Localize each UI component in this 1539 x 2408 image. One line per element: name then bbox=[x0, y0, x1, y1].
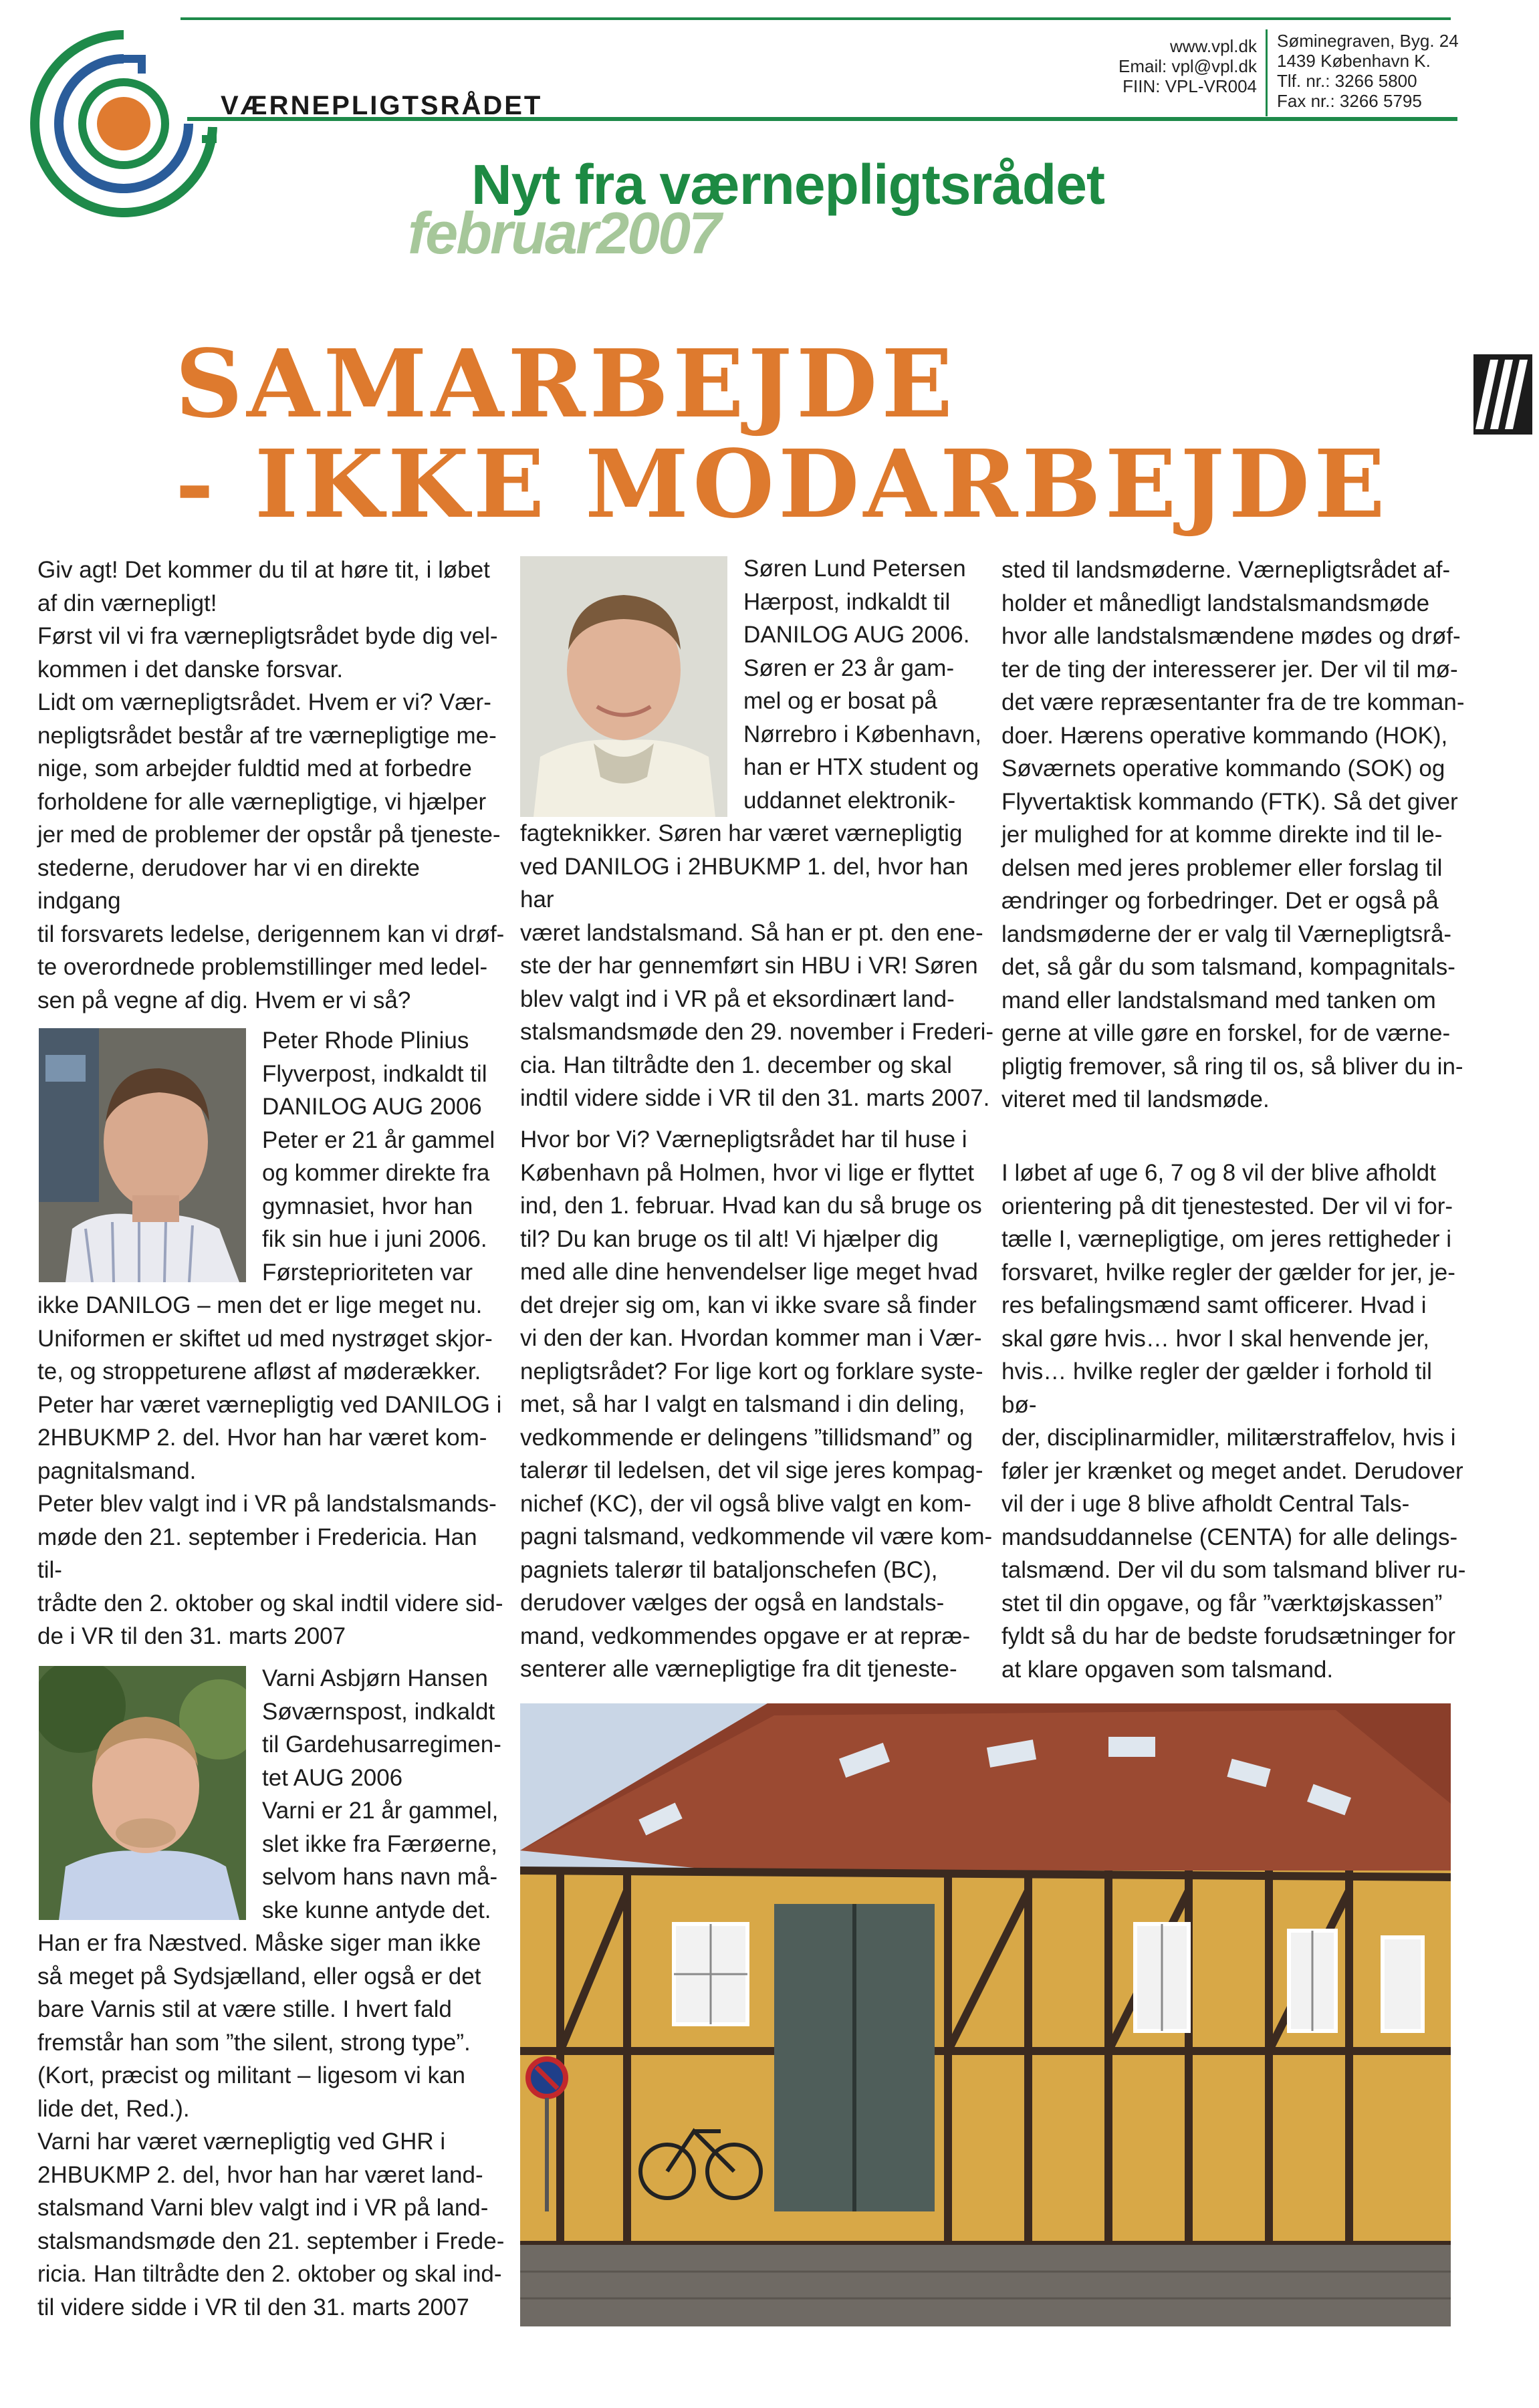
org-name: VÆRNEPLIGTSRÅDET bbox=[221, 91, 543, 120]
header-top-rule bbox=[181, 17, 1451, 20]
orientering-paragraph: I løbet af uge 6, 7 og 8 vil der blive afholdt orientering på dit tjenestested. Der vil vi for- tælle I, værnepligtige, om jeres rettigheder i forsvaret, hvilke regler der gælder for jer, je- res befalingsmænd samt officerer. Hvad i skal gøre hvis… hvor I skal henvende jer, hvis… hvilke regler der gælder i forhold til bø- der, disciplinarmidler, militærstraffelov, hvis i føler jer krænket og meget andet. Derudover vil der i uge 8 blive afholdt Central Tals- mandsuddannelse (CENTA) for alle delings- talsmænd. Der vil du som talsmand bliver ru- stet til din opgave, og får ”værktøjskassen” fyldt så du har de bedste forudsætninger for at klare opgaven som talsmand. bbox=[1001, 1160, 1466, 1683]
peter-paragraph: ikke DANILOG – men det er lige meget nu. Uniformen er skiftet ud med nystrøget skjor- te, og stroppeturene afløst af møderækker. Peter har været værnepligtig ved DANILOG i 2HBUKMP 2. del. Hvor han har været kom- pagnitalsmand. Peter blev valgt ind i VR på landstalsmands- møde den 21. september i Fredericia. Han til- trådte den 2. oktober og skal indtil videre sid- de i VR til den 31. marts 2007 bbox=[37, 1292, 503, 1649]
peter-caption: Peter Rhode Plinius Flyverpost, indkaldt til DANILOG AUG 2006 Peter er 21 år gammel og kommer direkte fra gymnasiet, hvor han fik sin hue i juni 2006. Førsteprioriteten var bbox=[262, 1028, 495, 1286]
contact-separator bbox=[1266, 29, 1268, 116]
headline-line-2: - IKKE MODARBEJDE bbox=[175, 430, 1389, 539]
contact-email[interactable]: Email: vpl@vpl.dk bbox=[1118, 56, 1257, 76]
contact-website[interactable]: www.vpl.dk bbox=[1169, 36, 1257, 56]
fax-number: Fax nr.: 3266 5795 bbox=[1277, 91, 1422, 111]
portrait-soren-photo bbox=[520, 556, 727, 817]
contact-address bbox=[1277, 31, 1464, 111]
portrait-varni-photo bbox=[39, 1666, 246, 1920]
vpl-logo-icon bbox=[27, 27, 221, 221]
address-street: Søminegraven, Byg. 24 bbox=[1277, 31, 1459, 51]
issue-date: februar2007 bbox=[408, 200, 719, 266]
soren-paragraph: fagteknikker. Søren har været værnepligtig ved DANILOG i 2HBUKMP 1. del, hvor han har været landstalsmand. Så han er pt. den ene- ste der har gennemført sin HBU i VR! Søren blev valgt ind i VR på et eksordinært land- stalsmandsmøde den 29. november i Frederi- cia. Han tiltrådte den 1. december og skal indtil videre sidde i VR til den 31. marts 2007. bbox=[520, 820, 994, 1111]
phone-number: Tlf. nr.: 3266 5800 bbox=[1277, 71, 1417, 91]
article-headline bbox=[175, 330, 1389, 539]
building-photo bbox=[520, 1703, 1451, 2326]
contact-web-email bbox=[1003, 36, 1257, 96]
portrait-peter-photo bbox=[39, 1028, 246, 1282]
varni-caption: Varni Asbjørn Hansen Søværnspost, indkaldt til Gardehusarregimen- tet AUG 2006 Varni er 21 år gammel, slet ikke fra Færøerne, selvom hans navn må- ske kunne antyde det. bbox=[262, 1665, 501, 1923]
soren-caption: Søren Lund Petersen Hærpost, indkaldt til DANILOG AUG 2006. Søren er 23 år gam- mel og er bosat på Nørrebro i København, han er HTX student og uddannet elektronik- bbox=[743, 556, 981, 814]
hvor-bor-vi-paragraph: Hvor bor Vi? Værnepligtsrådet har til huse i København på Holmen, hvor vi lige er flyttet ind, den 1. februar. Hvad kan du så bruge os til? Du kan bruge os til alt! Vi hjælper dig med alle dine henvendelser lige meget hvad det drejer sig om, kan vi ikke svare så finder vi den der kan. Hvordan kommer man i Vær- nepligtsrådet? For lige kort og forklare syste- met, så har I valgt en talsmand i din deling, vedkommende er delingens ”tillidsmand” og talerør til ledelsen, det vil sige jeres kompag- nichef (KC), der vil også blive valgt en kom- pagni talsmand, vedkommende vil være kom- pagniets talerør til bataljonschefen (BC), derudover vælges der også en landstals- mand, vedkommendes opgave er at repræ- senterer alle værnepligtige fra dit tjeneste- bbox=[520, 1126, 993, 1682]
headline-line-1: SAMARBEJDE bbox=[175, 330, 957, 439]
page-tab-mark-icon bbox=[1473, 354, 1532, 435]
newsletter-title: Nyt fra værnepligtsrådet bbox=[471, 153, 1104, 216]
landsmoede-paragraph: sted til landsmøderne. Værnepligtsrådet af- holder et månedligt landstalsmandsmøde hvor alle landstalsmændene mødes og drøf- ter de ting der interesserer jer. Der vil til mø- det være repræsentanter fra de tre komman- doer. Hærens operative kommando (HOK), Søværnets operative kommando (SOK) og Flyvertaktisk kommando (FTK). Så det giver jer mulighed for at komme direkte ind til le- delsen med jeres problemer eller forslag til ændringer og forbedringer. Det er også på landsmøderne der er valg til Værnepligtsrå- det, så går du som talsmand, kompagnitals- mand eller landstalsmand med tanken om gerne at ville gøre en forskel, for de værne- pligtig fremover, så ring til os, så bliver du in- viteret med til landsmøde. bbox=[1001, 557, 1465, 1112]
address-city: 1439 København K. bbox=[1277, 51, 1431, 71]
varni-paragraph: Han er fra Næstved. Måske siger man ikke så meget på Sydsjælland, eller også er det bare Varnis stil at være stille. I hvert fald fremstår han som ”the silent, strong type”. (Kort, præcist og militant – ligesom vi kan lide det, Red.). Varni har været værnepligtig ved GHR i 2HBUKMP 2. del, hvor han har været land- stalsmand Varni blev valgt ind i VR på land- stalsmandsmøde den 21. september i Frede- ricia. Han tiltrådte den 2. oktober og skal ind- til videre sidde i VR til den 31. marts 2007 bbox=[37, 1930, 505, 2320]
contact-fiin: FIIN: VPL-VR004 bbox=[1122, 76, 1257, 96]
intro-paragraph: Giv agt! Det kommer du til at høre tit, i løbet af din værnepligt! Først vil vi fra værnepligtsrådet byde dig vel- kommen i det danske forsvar. Lidt om værnepligtsrådet. Hvem er vi? Vær- nepligtsrådet består af tre værnepligtige me- nige, som arbejder fuldtid med at forbedre forholdene for alle værnepligtige, vi hjælper jer med de problemer der opstår på tjeneste- stederne, derudover har vi en direkte indgang til forsvarets ledelse, derigennem kan vi drøf- te overordnede problemstillinger med ledel- sen på vegne af dig. Hvem er vi så? bbox=[37, 557, 505, 1013]
